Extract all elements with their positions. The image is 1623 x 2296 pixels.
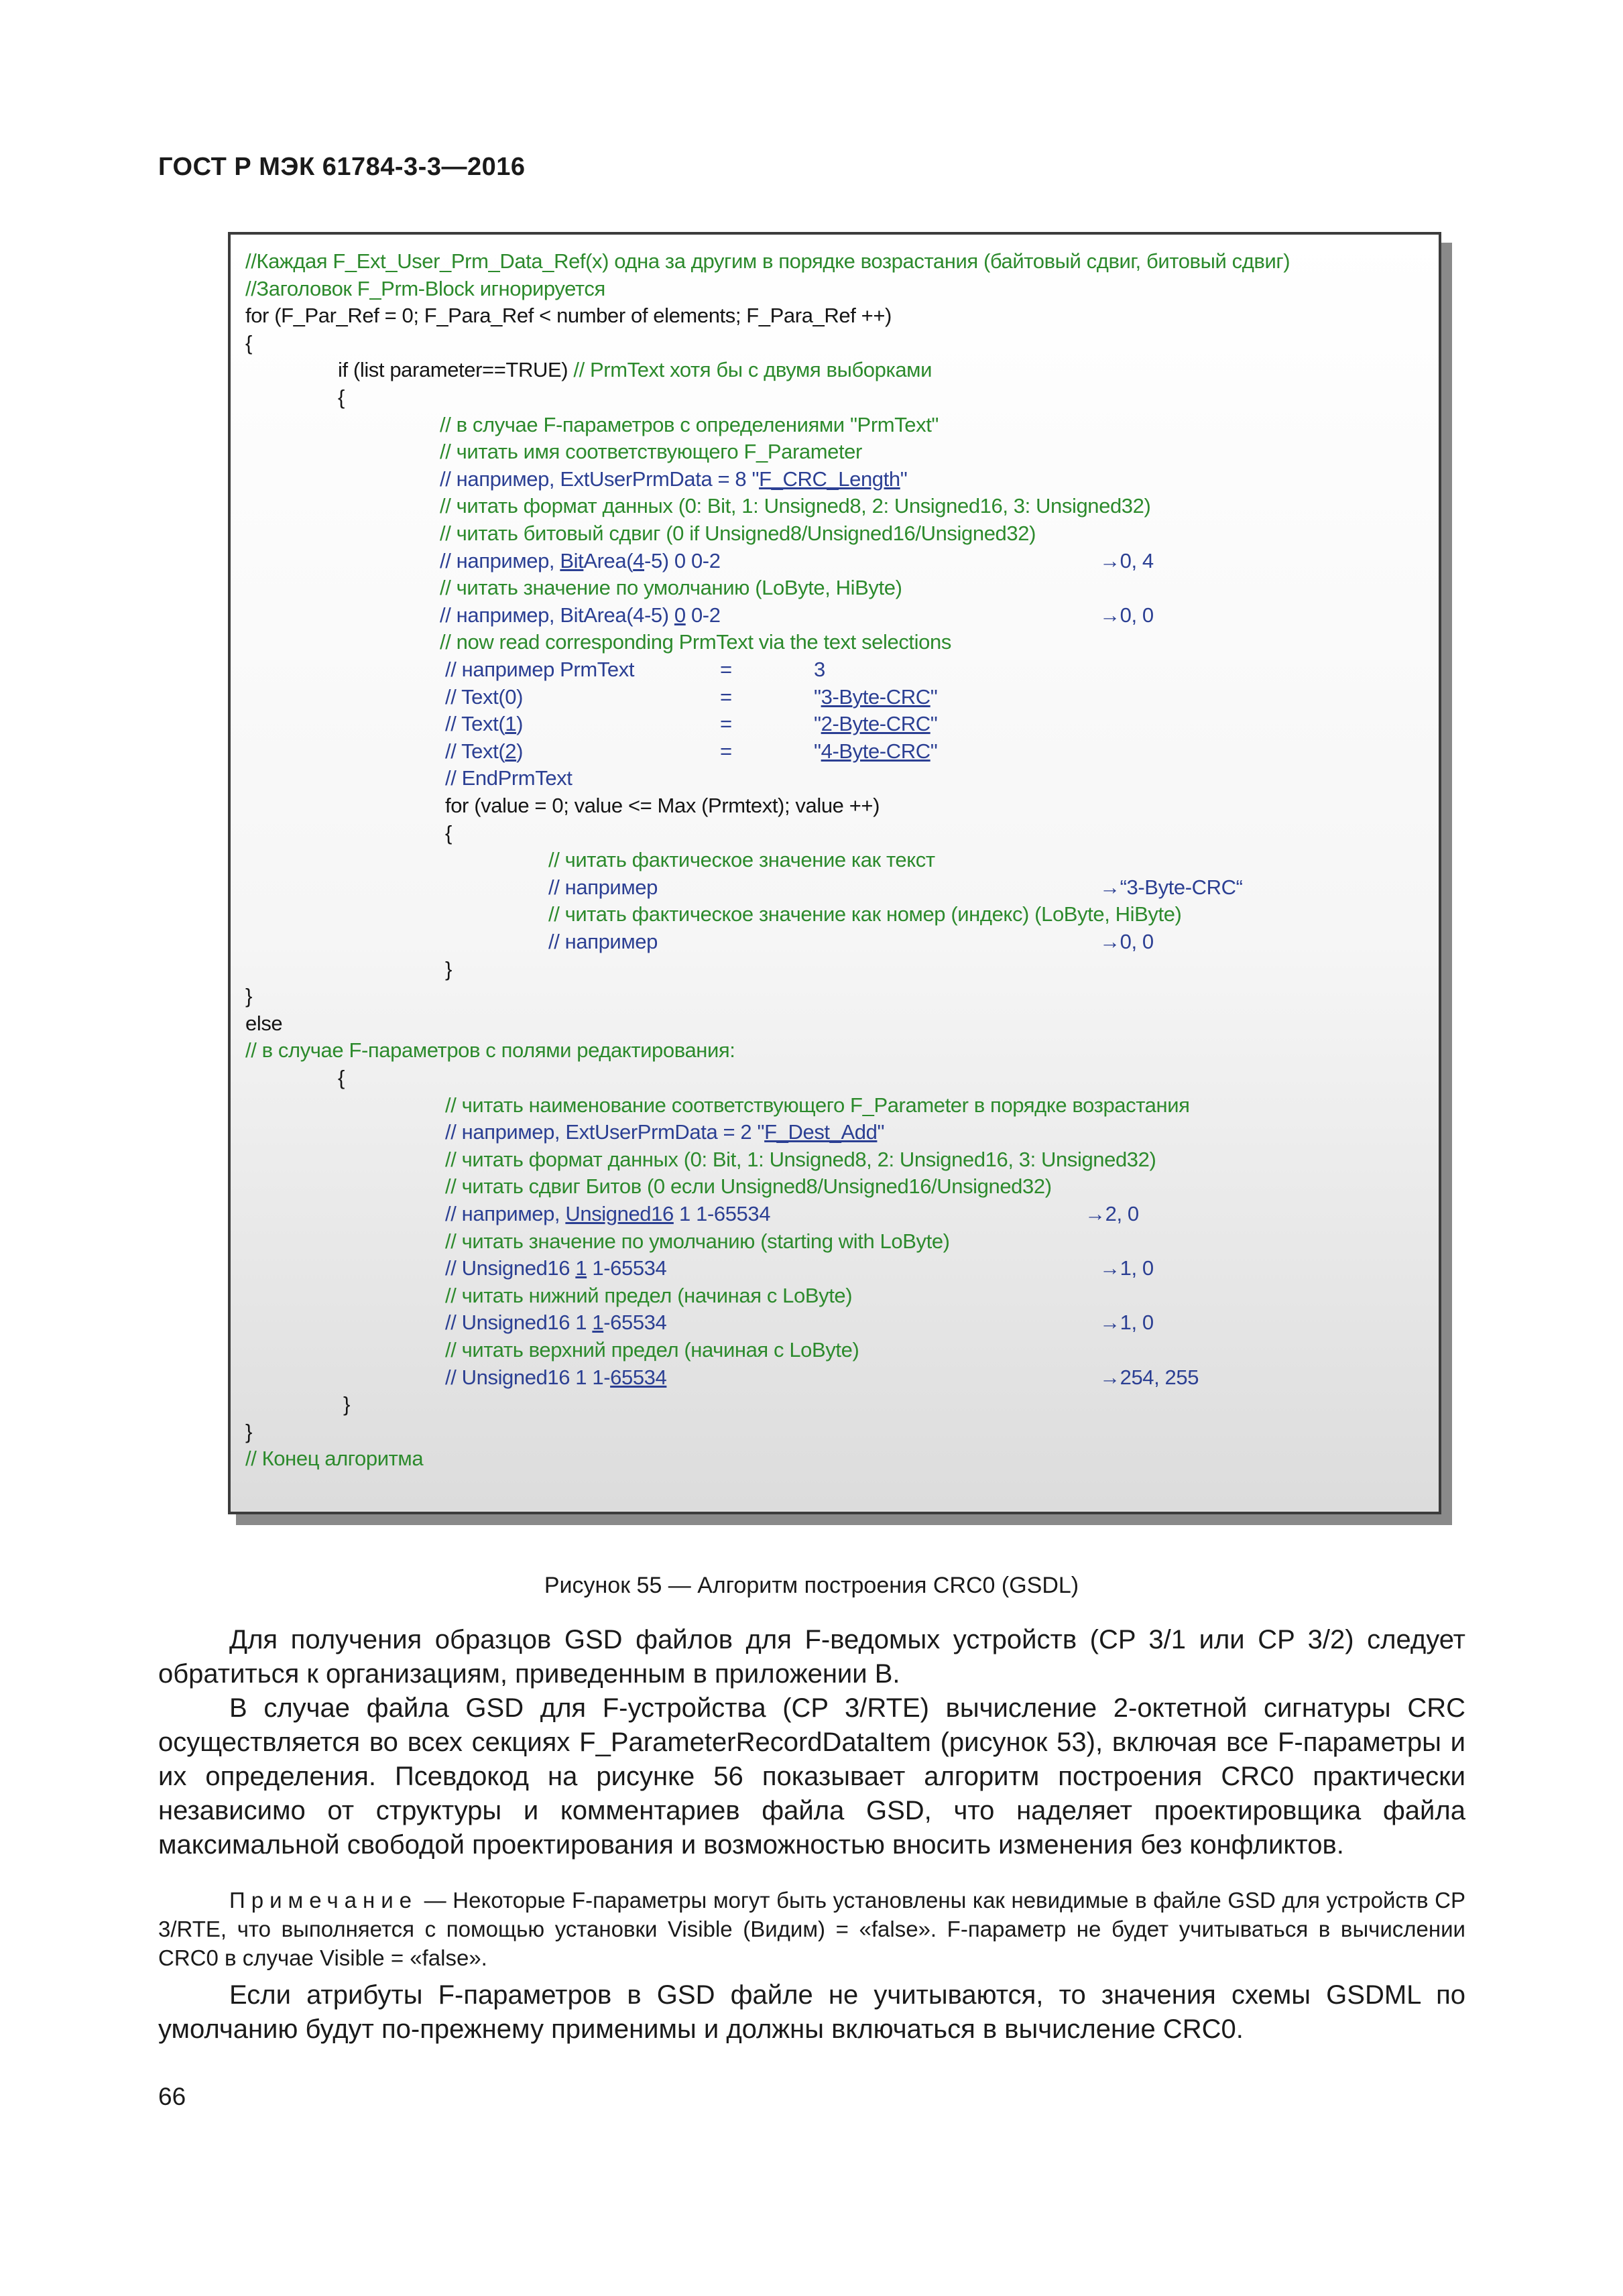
code-line: [245, 983, 1439, 1010]
code-token: Area(: [583, 548, 634, 572]
code-line: [440, 520, 1439, 547]
paragraph-1-text: Для получения образцов GSD файлов для F-ведомых устройств (CP 3/1 или CP 3/2) следует обратиться к организациям, приведенным в приложении B.: [158, 1625, 1465, 1689]
code-token: F_CRC_Length: [759, 467, 900, 491]
paragraph-2-text: В случае файла GSD для F-устройства (CP 3/RTE) вычисление 2-октетной сигнатуры CRC осуществляется во всех секциях F_ParameterRecordDataItem (рисунок 53), включая все F-параметры и их определения. Псевдокод на рисунке 56 показывает алгоритм построения CRC0 практически независимо от структуры и комментариев файла GSD, что наделяет проектировщика файла максимальной свободой проектирования и возможностью вносить изменения без конфликтов.: [158, 1693, 1465, 1860]
code-token: // например, ExtUserPrmData = 8 ": [440, 467, 760, 491]
code-line: [548, 901, 1439, 928]
code-token: //Каждая F_Ext_User_Prm_Data_Ref(x) одна за другим в порядке возрастания (байтовый сдвиг, битовый сдвиг): [245, 249, 1290, 273]
paragraph-1: [158, 1623, 1465, 1691]
code-token: // читать сдвиг Битов (0 если Unsigned8/Unsigned16/Unsigned32): [445, 1174, 1052, 1199]
code-result-arrow: →254, 255: [1099, 1365, 1199, 1389]
code-line: [445, 1282, 1439, 1309]
code-line: [440, 602, 1439, 629]
code-token: // в случае F-параметров с определениями "PrmText": [440, 412, 939, 436]
code-result-arrow: →1, 0: [1099, 1311, 1154, 1335]
code-line: [445, 1309, 1439, 1336]
code-token: // PrmText хотя бы с двумя выборками: [573, 358, 932, 382]
code-token: // например: [548, 875, 658, 899]
code-token: ): [516, 712, 524, 736]
code-line: [440, 466, 1439, 493]
code-line: [245, 302, 1439, 329]
code-line: [445, 738, 1439, 765]
code-token: 1 1-65534: [673, 1202, 771, 1225]
code-token: 1: [505, 712, 517, 736]
code-token: 2: [505, 739, 517, 763]
code-line: [440, 575, 1439, 601]
code-line: [440, 412, 1439, 438]
code-line: [245, 330, 1439, 357]
code-line: [445, 1092, 1439, 1119]
code-token: -65534: [603, 1311, 667, 1335]
code-equals: =: [720, 712, 732, 736]
code-token: // читать наименование соответствующего F_Parameter в порядке возрастания: [445, 1093, 1190, 1117]
code-line: [445, 1228, 1439, 1255]
code-token: 1-65534: [587, 1256, 667, 1280]
pseudocode-listing: [228, 232, 1441, 1514]
code-token: // читать верхний предел (начиная с LoByte): [445, 1338, 859, 1362]
code-token: ): [516, 739, 524, 763]
code-line: [445, 1255, 1439, 1282]
code-token: 0: [674, 603, 686, 627]
code-token: //Заголовок F_Prm-Block игнорируется: [245, 276, 605, 300]
note-text: — Некоторые F-параметры могут быть установлены как невидимые в файле GSD для устройств CP 3/RTE, что выполняется с помощью установки Visible (Видим) = «false». F-параметр не будет учитываться в вычислении CRC0 в случае Visible = «false».: [158, 1888, 1465, 1970]
code-token: }: [343, 1392, 350, 1416]
code-token: // Конец алгоритма: [245, 1447, 424, 1471]
code-token: // например, BitArea(4-5): [440, 603, 674, 627]
code-line: [338, 1065, 1439, 1091]
code-token: 0-2: [685, 603, 721, 627]
code-token: Unsigned16: [565, 1202, 674, 1225]
code-value: "2-Byte-CRC": [814, 712, 938, 736]
code-token: -5) 0 0-2: [644, 548, 721, 572]
code-token: {: [338, 385, 345, 409]
code-line: [445, 765, 1439, 792]
code-line: [548, 928, 1439, 955]
code-token: // читать имя соответствующего F_Parameter: [440, 440, 862, 464]
code-line: [245, 1037, 1439, 1064]
code-token: 1: [592, 1311, 604, 1335]
code-line: [548, 847, 1439, 873]
code-token: 65534: [610, 1365, 667, 1389]
code-token: }: [245, 1419, 252, 1443]
code-value: "4-Byte-CRC": [814, 739, 938, 763]
code-value: 3: [814, 658, 825, 681]
paragraph-3: [158, 1978, 1465, 2047]
code-line: [245, 276, 1439, 302]
code-line: [445, 1173, 1439, 1200]
code-line: [445, 956, 1439, 983]
page-number: 66: [158, 2083, 186, 2110]
code-token: // Text(: [445, 739, 505, 763]
code-token: // Unsigned16 1 1-: [445, 1365, 611, 1389]
code-token: if (list parameter==TRUE): [338, 358, 574, 382]
code-token: 4: [633, 548, 645, 572]
code-result-arrow: →0, 0: [1099, 603, 1154, 627]
code-token: // Text(: [445, 712, 505, 736]
code-line: [445, 1119, 1439, 1146]
code-token: // в случае F-параметров с полями редактирования:: [245, 1038, 735, 1063]
code-token: // EndPrmText: [445, 766, 573, 790]
code-token: // Unsigned16 1: [445, 1311, 593, 1335]
code-result-arrow: →0, 0: [1099, 930, 1154, 953]
code-result-arrow: →0, 4: [1099, 548, 1154, 572]
paragraph-2: [158, 1691, 1465, 1862]
code-token: // например, ExtUserPrmData = 2 ": [445, 1120, 765, 1144]
code-token: // например,: [445, 1202, 566, 1225]
code-equals: =: [720, 684, 732, 709]
code-token: // Unsigned16: [445, 1256, 576, 1280]
code-result-arrow: →2, 0: [1085, 1202, 1139, 1225]
code-line: [445, 820, 1439, 847]
paragraph-3-text: Если атрибуты F-параметров в GSD файле не учитываются, то значения схемы GSDML по умолчанию будут по-прежнему применимы и должны включаться в вычисление CRC0.: [158, 1980, 1465, 2044]
code-token: // например: [548, 930, 658, 953]
code-token: // читать фактическое значение как номер (индекс) (LoByte, HiByte): [548, 902, 1182, 926]
code-line: [440, 629, 1439, 656]
code-token: // now read corresponding PrmText via the text selections: [440, 630, 951, 654]
code-token: F_Dest_Add: [764, 1120, 878, 1144]
code-token: }: [245, 984, 252, 1008]
code-line: [343, 1391, 1439, 1418]
code-token: // читать формат данных (0: Bit, 1: Unsigned8, 2: Unsigned16, 3: Unsigned32): [445, 1147, 1156, 1171]
code-token: }: [445, 957, 452, 981]
code-token: // читать битовый сдвиг (0 if Unsigned8/Unsigned16/Unsigned32): [440, 522, 1036, 545]
code-token: else: [245, 1011, 283, 1035]
code-line: [245, 248, 1439, 275]
document-header: ГОСТ Р МЭК 61784-3-3—2016: [158, 153, 526, 181]
code-token: // читать фактическое значение как текст: [548, 848, 935, 872]
code-line: [548, 874, 1439, 901]
code-line: [338, 357, 1439, 383]
code-line: [440, 493, 1439, 520]
code-token: // читать значение по умолчанию (LoByte, HiByte): [440, 576, 902, 600]
code-result-arrow: →1, 0: [1099, 1256, 1154, 1280]
code-token: ": [900, 467, 908, 491]
code-line: [445, 1337, 1439, 1364]
code-token: Bit: [560, 548, 584, 572]
note-block: [158, 1886, 1465, 1972]
figure-caption: Рисунок 55 — Алгоритм построения CRC0 (GSDL): [544, 1573, 1079, 1598]
code-line: [245, 1010, 1439, 1037]
code-token: // Text(0): [445, 684, 524, 709]
code-equals: =: [720, 658, 732, 681]
note-label: Примечание: [229, 1888, 418, 1913]
code-token: for (F_Par_Ref = 0; F_Para_Ref < number of elements; F_Para_Ref ++): [245, 304, 892, 328]
code-token: ": [877, 1120, 885, 1144]
code-line: [245, 1418, 1439, 1445]
code-token: {: [445, 821, 452, 845]
code-result-arrow: →“3-Byte-CRC“: [1099, 875, 1243, 899]
code-line: [338, 384, 1439, 411]
code-line: [440, 438, 1439, 465]
code-token: // читать значение по умолчанию (starting with LoByte): [445, 1229, 950, 1253]
code-token: 1: [575, 1256, 587, 1280]
code-token: {: [338, 1066, 345, 1089]
code-line: [445, 1201, 1439, 1227]
code-line: [445, 656, 1439, 683]
code-line: [445, 711, 1439, 737]
code-equals: =: [720, 739, 732, 763]
code-token: {: [245, 330, 252, 355]
code-line: [445, 684, 1439, 711]
code-value: "3-Byte-CRC": [814, 684, 938, 709]
code-token: // например,: [440, 548, 560, 572]
code-line: [445, 1364, 1439, 1391]
code-line: [440, 548, 1439, 575]
code-line: [245, 1445, 1439, 1472]
code-token: for (value = 0; value <= Max (Prmtext); value ++): [445, 794, 880, 817]
code-line: [445, 1146, 1439, 1173]
code-token: // читать нижний предел (начиная с LoByte): [445, 1283, 853, 1307]
code-line: [445, 792, 1439, 819]
code-token: // читать формат данных (0: Bit, 1: Unsigned8, 2: Unsigned16, 3: Unsigned32): [440, 494, 1151, 518]
code-token: // например PrmText: [445, 658, 635, 681]
